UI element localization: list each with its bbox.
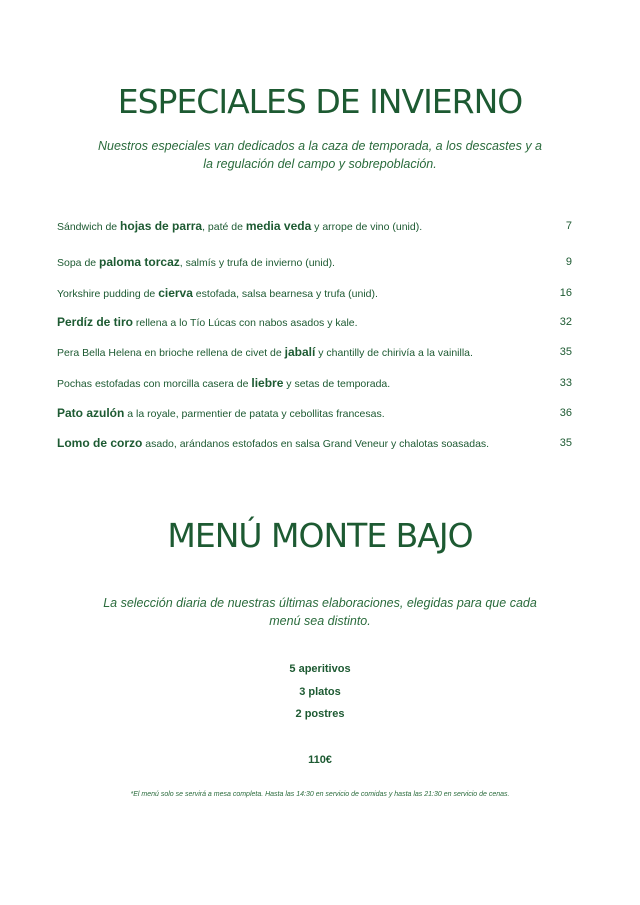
dish-price: 16 <box>559 287 572 299</box>
dish-price: 35 <box>559 346 572 358</box>
winter-specials-intro: Nuestros especiales van dedicados a la caza de temporada, a los descastes y a la regulación del campo y sobrepoblación. <box>97 139 542 171</box>
dish-price: 36 <box>559 407 572 419</box>
course-item: 2 postres <box>295 708 345 720</box>
dish-item <box>57 314 577 330</box>
dish-description: Yorkshire pudding de cierva estofada, salsa bearnesa y trufa (unid). <box>57 286 378 300</box>
dish-description: Sándwich de hojas de parra, paté de media veda y arrope de vino (unid). <box>57 219 423 233</box>
dish-description: Pera Bella Helena en brioche rellena de civet de jabalí y chantilly de chirivía a la vainilla. <box>57 345 473 359</box>
monte-bajo-intro: La selección diaria de nuestras últimas elaboraciones, elegidas para que cada menú sea distinto. <box>103 596 537 628</box>
dish-item <box>57 254 577 270</box>
dish-description: Pochas estofadas con morcilla casera de liebre y setas de temporada. <box>57 376 391 390</box>
dish-description: Perdíz de tiro rellena a lo Tío Lúcas con nabos asados y kale. <box>57 315 358 329</box>
menu-footnote: *El menú solo se servirá a mesa completa. Hasta las 14:30 en servicio de comidas y hasta las 21:30 en servicio de cenas. <box>130 791 510 798</box>
dish-description: Pato azulón a la royale, parmentier de patata y cebollitas francesas. <box>57 406 385 420</box>
dish-description: Lomo de corzo asado, arándanos estofados en salsa Grand Veneur y chalotas soasadas. <box>57 436 490 450</box>
dish-item <box>57 344 577 360</box>
dish-description: Sopa de paloma torcaz, salmís y trufa de invierno (unid). <box>57 255 335 269</box>
dish-item <box>57 375 577 391</box>
course-item: 5 aperitivos <box>289 663 351 675</box>
dish-price: 35 <box>559 437 572 449</box>
dish-item <box>57 218 577 234</box>
winter-specials-title: ESPECIALES DE INVIERNO <box>117 82 523 121</box>
dish-price: 32 <box>559 316 572 328</box>
dish-price: 9 <box>565 256 572 268</box>
dish-price: 7 <box>565 220 572 232</box>
dish-item <box>57 285 577 301</box>
dish-item <box>57 435 577 451</box>
course-item: 3 platos <box>299 686 341 698</box>
dish-price: 33 <box>559 377 572 389</box>
menu-price: 110€ <box>308 754 332 766</box>
monte-bajo-title: MENÚ MONTE BAJO <box>167 516 473 555</box>
dish-item <box>57 405 577 421</box>
